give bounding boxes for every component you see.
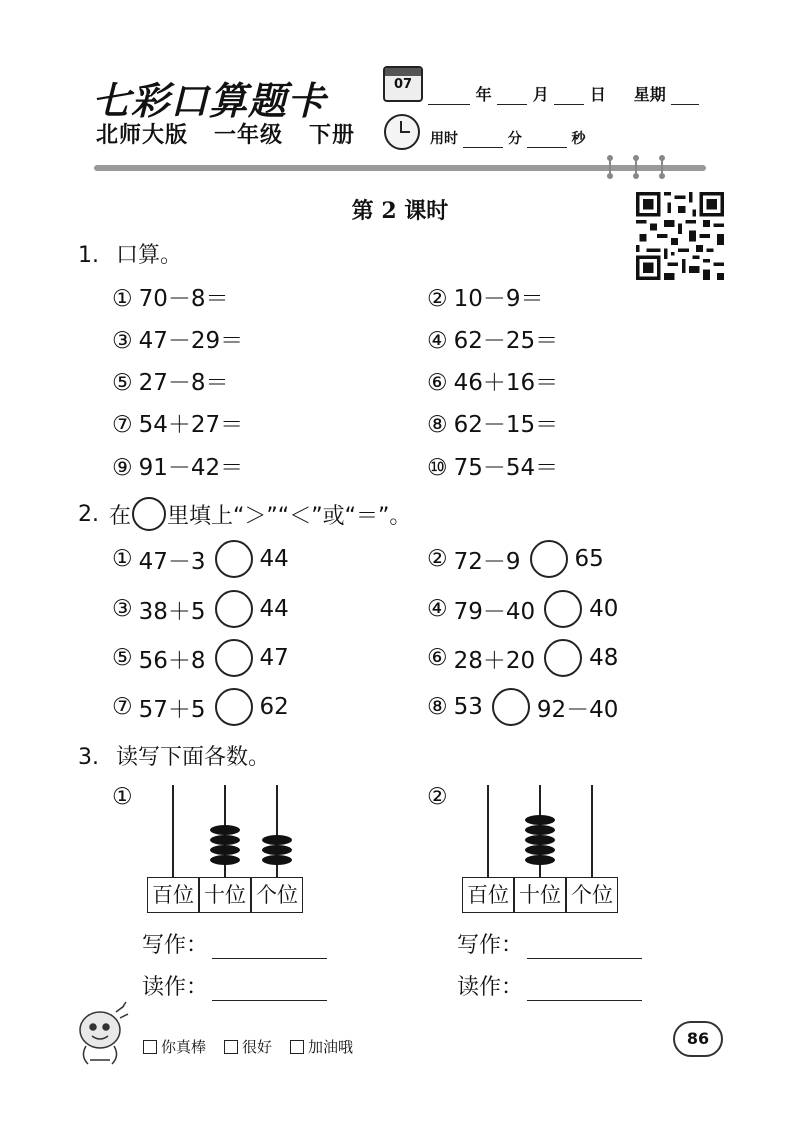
clock-icon (384, 114, 420, 150)
section2-title-before: 在 (109, 503, 132, 529)
compare-item (427, 590, 618, 628)
write-as-line (457, 928, 642, 959)
calendar-day: 07 (393, 77, 413, 92)
left-expression: 79－40 (453, 598, 536, 625)
calc-item (112, 322, 243, 355)
right-expression: 47 (259, 645, 289, 671)
left-expression: 56＋8 (138, 647, 206, 674)
item-marker: ④ (427, 596, 448, 622)
checkbox-icon[interactable] (290, 1040, 304, 1054)
answer-circle[interactable] (544, 590, 582, 628)
abacus-rod (487, 785, 489, 877)
item-marker: ③ (112, 328, 133, 354)
compare-item (427, 639, 618, 677)
edition-line (96, 118, 355, 149)
left-expression: 53 (453, 694, 483, 720)
abacus (462, 785, 622, 925)
compare-item (112, 688, 289, 726)
calc-item (112, 280, 229, 313)
left-expression: 72－9 (453, 548, 521, 575)
item-marker: ⑦ (112, 694, 133, 720)
answer-circle (132, 497, 166, 531)
calc-item (427, 449, 558, 482)
abacus-bead (525, 835, 555, 845)
abacus-bead (525, 845, 555, 855)
checkbox-icon[interactable] (224, 1040, 238, 1054)
item-marker: ④ (427, 328, 448, 354)
item-marker: ① (112, 546, 133, 572)
item-marker: ① (112, 286, 133, 312)
calc-item (427, 406, 558, 439)
abacus-bead (210, 825, 240, 835)
abacus-marker: ① (112, 784, 133, 810)
read-as-line (142, 970, 327, 1001)
right-expression: 44 (259, 546, 289, 572)
calc-item (427, 280, 544, 313)
answer-blank[interactable] (212, 936, 327, 959)
calc-expression: 62－25＝ (453, 328, 559, 354)
section3-title: 读写下面各数。 (116, 745, 271, 770)
item-marker: ⑩ (427, 455, 448, 481)
calc-item (427, 364, 558, 397)
left-expression: 28＋20 (453, 647, 536, 674)
compare-item (112, 540, 289, 578)
read-as-line (457, 970, 642, 1001)
abacus-rod (172, 785, 174, 877)
rule-rivets (600, 154, 670, 180)
calc-expression: 70－8＝ (138, 286, 229, 312)
abacus-bead (262, 845, 292, 855)
day-label: 日 (589, 85, 606, 104)
abacus-bead (262, 855, 292, 865)
calc-expression: 62－15＝ (453, 412, 559, 438)
place-label: 百位 (462, 877, 514, 913)
calc-expression: 27－8＝ (138, 370, 229, 396)
answer-circle[interactable] (215, 590, 253, 628)
place-label: 十位 (514, 877, 566, 913)
right-expression: 62 (259, 694, 289, 720)
section3-heading (78, 740, 270, 771)
minutes-blank[interactable] (463, 133, 503, 148)
answer-blank[interactable] (527, 936, 642, 959)
item-marker: ② (427, 286, 448, 312)
weekday-blank[interactable] (671, 90, 699, 105)
answer-circle[interactable] (215, 540, 253, 578)
item-marker: ⑧ (427, 694, 448, 720)
compare-item (112, 639, 289, 677)
volume: 下册 (309, 123, 356, 148)
abacus-bead (262, 835, 292, 845)
edition: 北师大版 (96, 123, 189, 148)
minutes-label: 分 (507, 131, 522, 147)
answer-circle[interactable] (215, 639, 253, 677)
item-marker: ② (427, 546, 448, 572)
calc-item (112, 364, 229, 397)
answer-circle[interactable] (530, 540, 568, 578)
calc-item (427, 322, 558, 355)
answer-blank[interactable] (212, 978, 327, 1001)
calendar-icon (383, 66, 423, 102)
section1-title: 口算。 (116, 243, 183, 268)
item-marker: ⑨ (112, 455, 133, 481)
answer-circle[interactable] (544, 639, 582, 677)
calc-expression: 91－42＝ (138, 455, 244, 481)
calc-item (112, 406, 243, 439)
abacus-bead (210, 855, 240, 865)
right-expression: 40 (589, 596, 619, 622)
time-label: 用时 (430, 131, 458, 147)
mascot-illustration (70, 1000, 136, 1070)
qr-code[interactable] (636, 192, 724, 280)
weekday-label: 星期 (633, 85, 666, 104)
rating-option-great[interactable]: 你真棒 (143, 1036, 206, 1057)
right-expression: 65 (574, 546, 604, 572)
abacus-rod (591, 785, 593, 877)
abacus-bead (210, 845, 240, 855)
brand-title: 七彩口算题卡 (92, 78, 327, 123)
time-line (430, 128, 586, 148)
item-marker: ⑧ (427, 412, 448, 438)
right-expression: 92－40 (536, 696, 619, 723)
right-expression: 44 (259, 596, 289, 622)
answer-circle[interactable] (492, 688, 530, 726)
abacus (147, 785, 307, 925)
item-marker: ⑤ (112, 370, 133, 396)
calc-item (112, 449, 243, 482)
abacus-bead (525, 825, 555, 835)
left-expression: 47－3 (138, 548, 206, 575)
calc-expression: 46＋16＝ (453, 370, 559, 396)
rating-option-good[interactable]: 很好 (224, 1036, 272, 1057)
section2-number: 2. (78, 501, 99, 527)
checkbox-icon[interactable] (143, 1040, 157, 1054)
page-number: 86 (673, 1021, 723, 1057)
read-as-label: 读作： (457, 975, 524, 1000)
calc-expression: 54＋27＝ (138, 412, 244, 438)
section2-heading (78, 497, 411, 531)
left-expression: 38＋5 (138, 598, 206, 625)
item-marker: ⑤ (112, 645, 133, 671)
section2-title-after: 里填上“＞”“＜”或“＝”。 (167, 503, 412, 529)
date-line (428, 82, 699, 105)
answer-circle[interactable] (215, 688, 253, 726)
calc-expression: 10－9＝ (453, 286, 544, 312)
seconds-blank[interactable] (527, 133, 567, 148)
item-marker: ③ (112, 596, 133, 622)
write-as-label: 写作： (457, 933, 524, 958)
abacus-bead (210, 835, 240, 845)
compare-item (112, 590, 289, 628)
write-as-line (142, 928, 327, 959)
read-as-label: 读作： (142, 975, 209, 1000)
place-label: 个位 (566, 877, 618, 913)
abacus-marker: ② (427, 784, 448, 810)
lesson-title: 第 2 课时 (351, 198, 449, 224)
section1-number: 1. (78, 243, 99, 268)
place-label: 百位 (147, 877, 199, 913)
rating-options (143, 1036, 353, 1057)
seconds-label: 秒 (571, 131, 586, 147)
calc-expression: 75－54＝ (453, 455, 559, 481)
compare-item (427, 540, 604, 578)
rating-option-keep-going[interactable]: 加油哦 (290, 1036, 353, 1057)
section1-heading (78, 238, 182, 269)
abacus-bead (525, 815, 555, 825)
year-blank[interactable] (428, 90, 470, 105)
item-marker: ⑦ (112, 412, 133, 438)
abacus-bead (525, 855, 555, 865)
month-label: 月 (532, 85, 549, 104)
right-expression: 48 (589, 645, 619, 671)
year-label: 年 (475, 85, 492, 104)
month-blank[interactable] (497, 90, 527, 105)
calc-expression: 47－29＝ (138, 328, 244, 354)
item-marker: ⑥ (427, 645, 448, 671)
place-label: 个位 (251, 877, 303, 913)
compare-item (427, 688, 618, 726)
section3-number: 3. (78, 745, 99, 770)
answer-blank[interactable] (527, 978, 642, 1001)
item-marker: ⑥ (427, 370, 448, 396)
place-label: 十位 (199, 877, 251, 913)
write-as-label: 写作： (142, 933, 209, 958)
day-blank[interactable] (554, 90, 584, 105)
left-expression: 57＋5 (138, 696, 206, 723)
grade: 一年级 (214, 123, 284, 148)
